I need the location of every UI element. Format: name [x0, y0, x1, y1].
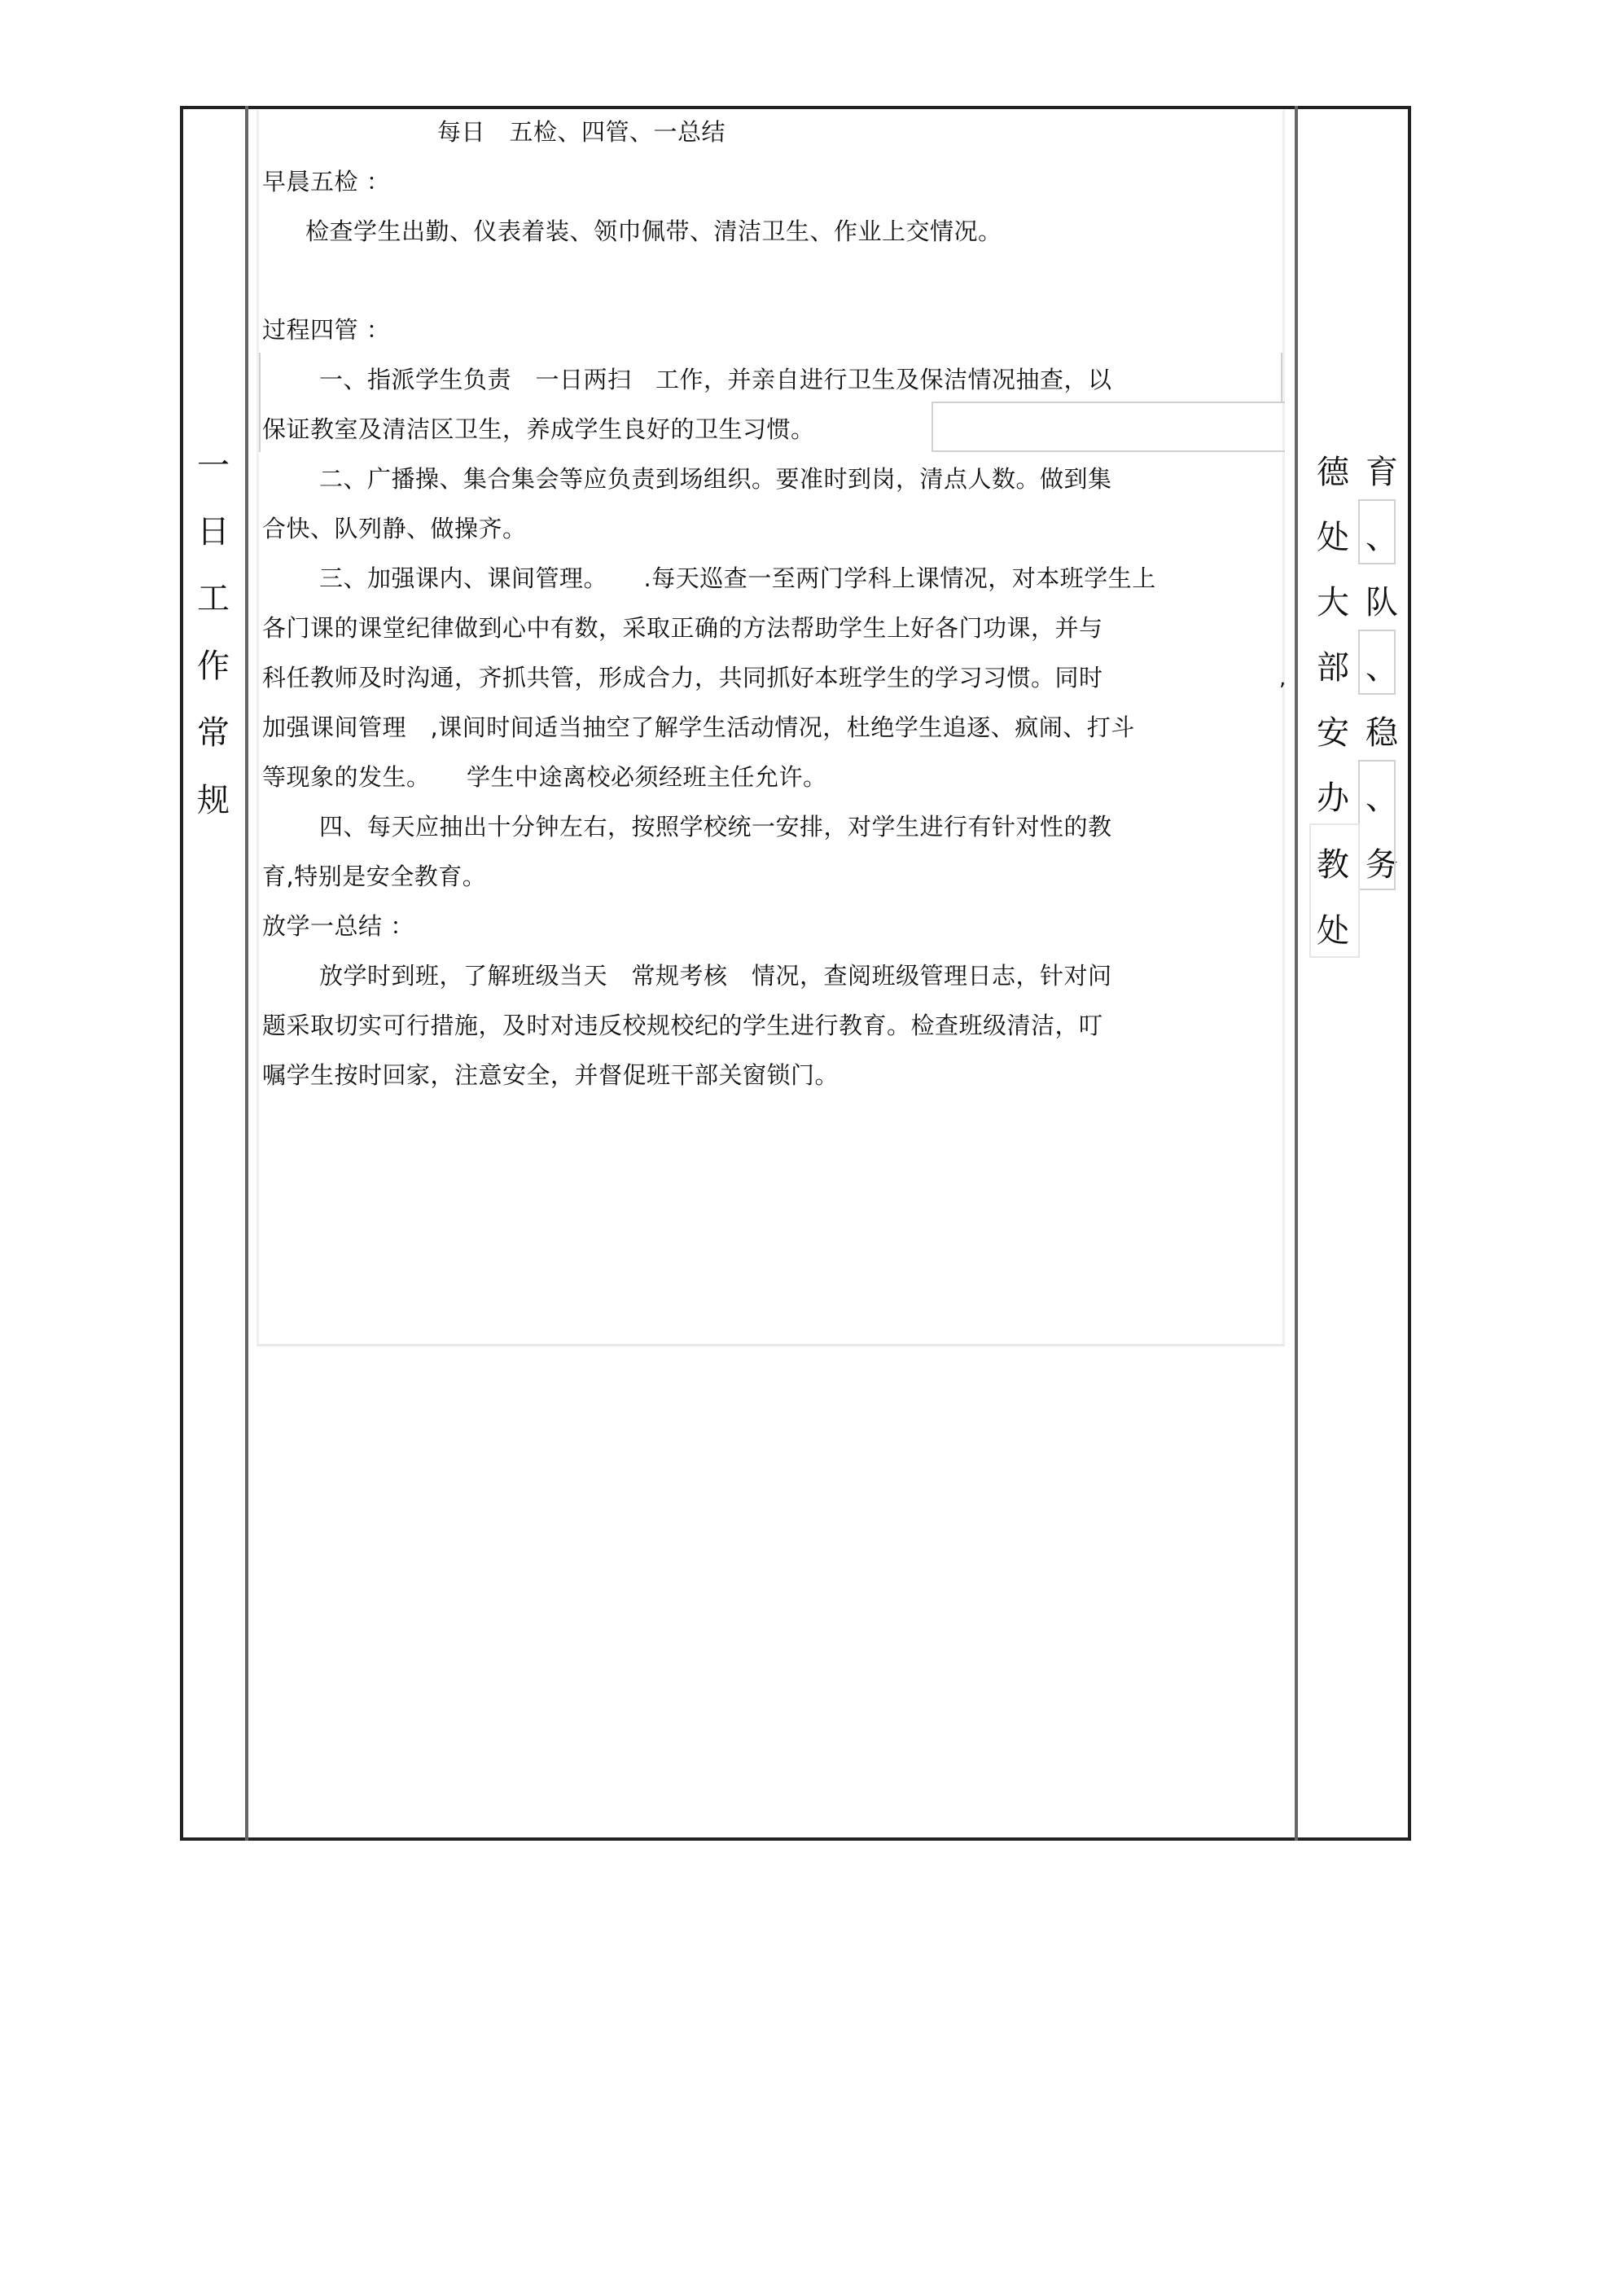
label-char: 规 [197, 782, 230, 819]
paragraph-line: 等现象的发生。 学生中途离校必须经班主任允许。 [262, 763, 827, 791]
section-heading-afterschool: 放学一总结 ： [262, 912, 414, 940]
label-char: 日 [197, 513, 230, 551]
column-divider-left [245, 106, 248, 1841]
dept-char: 处 [1317, 912, 1349, 950]
document-title: 每日 五检、四管、一总结 [437, 118, 726, 146]
paragraph-line: 合快、队列静、做操齐。 [262, 515, 527, 542]
paragraph-line: 检查学生出勤、仪表着装、领巾佩带、清洁卫生、作业上交情况。 [305, 217, 1002, 245]
paragraph-line: 加强课间管理 ,课间时间适当抽空了解学生活动情况，杜绝学生追逐、疯闹、打斗 [262, 713, 1135, 741]
overlay-box [1358, 499, 1396, 564]
dept-char: 安 [1317, 714, 1349, 752]
label-char: 常 [197, 714, 230, 752]
stray-comma: , [1279, 666, 1287, 691]
paragraph-line: 育,特别是安全教育。 [262, 863, 487, 890]
column-divider-right [1295, 106, 1298, 1841]
dept-char: 部 [1317, 649, 1349, 687]
dept-char: 教 [1317, 846, 1349, 884]
paragraph-line: 放学时到班，了解班级当天 常规考核 情况，查阅班级管理日志，针对问 [319, 962, 1112, 990]
dept-char: 处 [1317, 519, 1349, 556]
paragraph-line: 一、指派学生负责 一日两扫 工作，并亲自进行卫生及保洁情况抽查，以 [319, 366, 1112, 393]
paragraph-line: 三、加强课内、课间管理。 .每天巡查一至两门学科上课情况，对本班学生上 [319, 564, 1156, 592]
paragraph-line: 嘱学生按时回家，注意安全，并督促班干部关窗锁门。 [262, 1061, 839, 1089]
label-char: 作 [197, 648, 230, 685]
paragraph-line: 各门课的课堂纪律做到心中有数，采取正确的方法帮助学生上好各门功课，并与 [262, 614, 1103, 642]
dept-char: 德 [1317, 454, 1349, 491]
dept-char: 办 [1317, 779, 1349, 817]
label-char: 工 [197, 580, 230, 617]
dept-char: 务 [1366, 846, 1398, 884]
overlay-box [1309, 823, 1360, 958]
dept-char: 大 [1317, 584, 1349, 621]
section-heading-process: 过程四管 ： [262, 316, 391, 344]
dept-char: 队 [1366, 584, 1398, 621]
overlay-box [1358, 760, 1396, 890]
paragraph-line: 四、每天应抽出十分钟左右，按照学校统一安排，对学生进行有针对性的教 [319, 813, 1112, 841]
overlay-box [932, 402, 1285, 452]
overlay-box [1358, 630, 1396, 695]
section-heading-morning: 早晨五检 ： [262, 168, 391, 195]
label-char: 一 [197, 447, 230, 485]
paragraph-line: 科任教师及时沟通，齐抓共管，形成合力，共同抓好本班学生的学习习惯。同时 [262, 664, 1103, 691]
dept-char: 稳 [1366, 714, 1398, 752]
dept-char: 、 [1366, 519, 1398, 556]
dept-char: 育 [1366, 454, 1398, 491]
paragraph-line: 题采取切实可行措施，及时对违反校规校纪的学生进行教育。检查班级清洁，叮 [262, 1012, 1103, 1039]
dept-char: 、 [1366, 649, 1398, 687]
paragraph-line: 二、广播操、集合集会等应负责到场组织。要准时到岗，清点人数。做到集 [319, 465, 1112, 493]
dept-char: 、 [1366, 779, 1398, 817]
paragraph-line: 保证教室及清洁区卫生，养成学生良好的卫生习惯。 [262, 415, 815, 443]
